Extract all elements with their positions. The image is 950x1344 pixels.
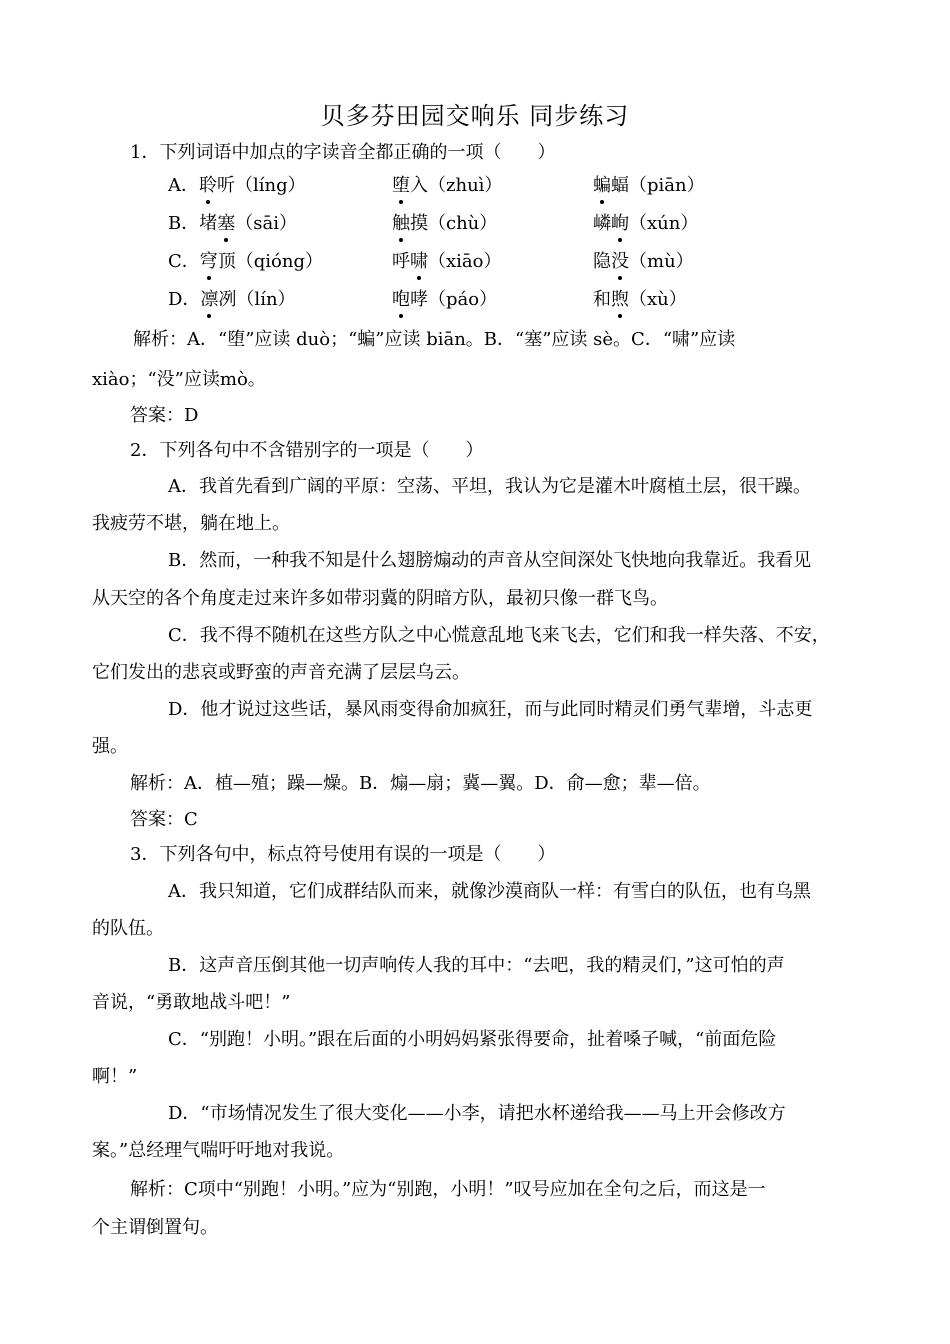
q2-option-b-line2: 从天空的各个角度走过来许多如带羽冀的阴暗方队，最初只像一群飞鸟。 [92, 588, 668, 609]
question-2-stem: 2．下列各句中不含错别字的一项是（ ） [130, 440, 484, 461]
q3-analysis-line1: 解析：C项中“别跑！小明。”应为“别跑，小明！”叹号应加在全句之后，而这是一 [130, 1179, 766, 1200]
q1-option-b-col1: B．堵塞（sāi） [168, 213, 297, 234]
q2-option-d-line1: D．他才说过这些话，暴风雨变得俞加疯狂，而与此同时精灵们勇气辈增，斗志更 [168, 699, 813, 720]
q1-option-b-col2: 触摸（chù） [392, 213, 498, 234]
q3-option-c-line2: 啊！” [92, 1066, 138, 1087]
q3-analysis-line2: 个主谓倒置句。 [92, 1217, 218, 1238]
emphasis-dot-char: 塞 [217, 213, 236, 234]
emphasis-dot-char: 没 [611, 251, 629, 272]
q1-answer: 答案：D [130, 405, 199, 426]
emphasis-dot-char: 峋 [611, 213, 629, 234]
emphasis-dot-char: 穹 [199, 251, 218, 272]
q2-option-a-line1: A．我首先看到广阔的平原：空荡、平坦，我认为它是灌木叶腐植土层，很干躁。 [168, 476, 811, 497]
page-title: 贝多芬田园交响乐 同步练习 [320, 102, 630, 130]
q2-option-b-line1: B．然而，一种我不知是什么翅膀煽动的声音从空间深处飞快地向我靠近。我看见 [168, 550, 812, 571]
q1-option-b-col3: 嶙峋（xún） [593, 213, 699, 234]
q2-option-c-line1: C．我不得不随机在这些方队之中心慌意乱地飞来飞去，它们和我一样失落、不安， [168, 625, 830, 646]
q2-option-c-line2: 它们发出的悲哀或野蛮的声音充满了层层乌云。 [92, 662, 470, 683]
q1-option-a-col2: 堕入（zhuì） [392, 175, 503, 196]
q1-option-c-col3: 隐没（mù） [593, 251, 694, 272]
q2-option-a-line2: 我疲劳不堪，躺在地上。 [92, 513, 290, 534]
q1-analysis-line2: xiào；“没”应读mò。 [92, 369, 266, 390]
emphasis-dot-char: 啸 [410, 251, 428, 272]
emphasis-dot-char: 蝙 [593, 175, 611, 196]
q3-option-a-line1: A．我只知道，它们成群结队而来，就像沙漠商队一样：有雪白的队伍，也有乌黑 [168, 881, 811, 902]
q3-option-d-line1: D．“市场情况发生了很大变化——小李，请把水杯递给我——马上开会修改方 [168, 1103, 786, 1124]
question-3-stem: 3．下列各句中，标点符号使用有误的一项是（ ） [130, 844, 556, 865]
emphasis-dot-char: 煦 [611, 289, 629, 310]
q3-option-d-line2: 案。”总经理气喘吁吁地对我说。 [92, 1140, 345, 1161]
q2-analysis: 解析：A．植—殖；躁—燥。B．煽—扇；冀—翼。D．俞—愈；辈—倍。 [130, 773, 711, 794]
q1-option-a-col1: A．聆听（líng） [168, 175, 306, 196]
question-1-stem: 1．下列词语中加点的字读音全都正确的一项（ ） [130, 142, 556, 163]
emphasis-dot-char: 凛 [200, 289, 219, 310]
emphasis-dot-char: 咆 [392, 289, 410, 310]
q1-option-d-col2: 咆哮（páo） [392, 289, 498, 310]
q3-option-a-line2: 的队伍。 [92, 918, 164, 939]
q3-option-b-line1: B．这声音压倒其他一切声响传人我的耳中：“去吧，我的精灵们，”这可怕的声 [168, 955, 785, 976]
q1-analysis-line1: 解析：A．“堕”应读 duò；“蝙”应读 biān。B．“塞”应读 sè。C．“啸”应读 [133, 329, 736, 350]
q2-option-d-line2: 强。 [92, 736, 128, 757]
q1-option-d-col1: D．凛冽（lín） [168, 289, 296, 310]
q1-option-d-col3: 和煦（xù） [593, 289, 687, 310]
emphasis-dot-char: 触 [392, 213, 410, 234]
emphasis-dot-char: 聆 [199, 175, 217, 196]
q3-option-b-line2: 音说，“勇敢地战斗吧！” [92, 992, 291, 1013]
q3-option-c-line1: C．“别跑！小明。”跟在后面的小明妈妈紧张得要命，扯着嗓子喊，“前面危险 [168, 1029, 777, 1050]
q1-option-c-col1: C．穹顶（qióng） [168, 251, 324, 272]
q1-option-a-col3: 蝙蝠（piān） [593, 175, 705, 196]
q1-option-c-col2: 呼啸（xiāo） [392, 251, 502, 272]
emphasis-dot-char: 堕 [392, 175, 410, 196]
q2-answer: 答案：C [130, 809, 198, 830]
